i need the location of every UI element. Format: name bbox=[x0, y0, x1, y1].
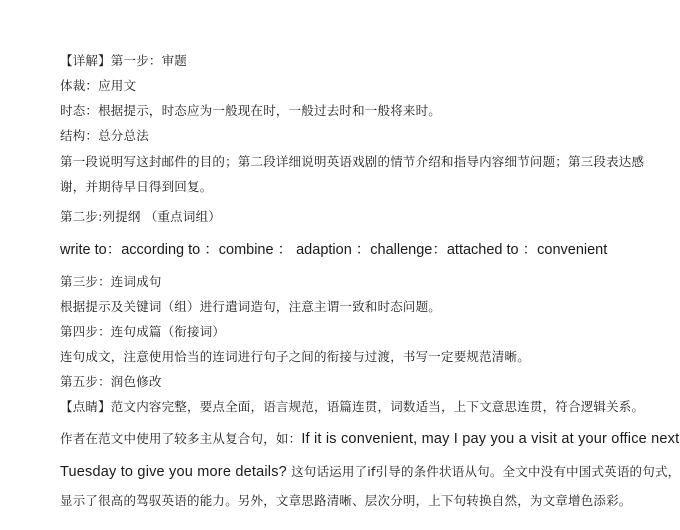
structure-line: 结构：总分总法 bbox=[60, 128, 149, 143]
example-quote-part1: If it is convenient, may I pay you a visit at your office next bbox=[301, 431, 680, 447]
example-quote-part2: Tuesday to give you more details? bbox=[60, 464, 287, 480]
example-prefix: 作者在范文中使用了较多主从复合句，如： bbox=[60, 431, 302, 446]
paragraph-plan-line1: 第一段说明写这封邮件的目的；第二段详细说明英语戏剧的情节介绍和指导内容细节问题；第三段表达感 bbox=[60, 154, 645, 169]
example-comment: 这句话运用了if引导的条件状语从句。全文中没有中国式英语的句式， bbox=[286, 464, 680, 479]
keyword-list: write to：according to ：combine ： adaption ：challenge：attached to ：convenient bbox=[60, 242, 608, 258]
step3-body: 根据提示及关键词（组）进行遣词造句，注意主谓一致和时态问题。 bbox=[60, 299, 442, 314]
heading-step4: 第四步：连句成篇（衔接词） bbox=[60, 324, 226, 339]
step4-body: 连句成文，注意使用恰当的连词进行句子之间的衔接与过渡，书写一定要规范清晰。 bbox=[60, 349, 530, 364]
highlight-line: 【点睛】范文内容完整，要点全面，语言规范，语篇连贯，词数适当，上下文意思连贯，符合逻辑关系。 bbox=[60, 399, 645, 414]
example-line3: 显示了很高的驾驭英语的能力。另外，文章思路清晰、层次分明，上下句转换自然，为文章增色添彩。 bbox=[60, 493, 632, 508]
tense-line: 时态：根据提示，时态应为一般现在时，一般过去时和一般将来时。 bbox=[60, 103, 442, 118]
heading-step2: 第二步:列提纲 （重点词组） bbox=[60, 209, 221, 224]
paragraph-plan-line2: 谢，并期待早日得到回复。 bbox=[60, 179, 213, 194]
heading-step5: 第五步：润色修改 bbox=[60, 374, 162, 389]
example-line2 bbox=[60, 463, 680, 481]
heading-step1: 【详解】第一步：审题 bbox=[60, 53, 188, 68]
genre-line: 体裁：应用文 bbox=[60, 78, 137, 93]
example-line1 bbox=[60, 430, 680, 448]
heading-step3: 第三步：连词成句 bbox=[60, 274, 162, 289]
